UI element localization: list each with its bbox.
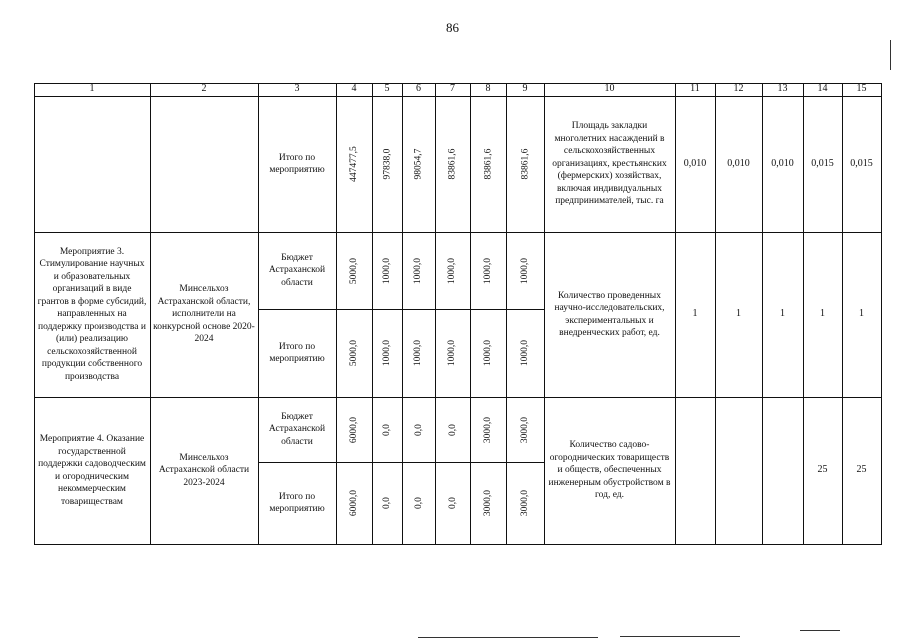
column-header-9: 9	[522, 83, 528, 95]
measure4-target-1	[675, 397, 715, 544]
table-col-line-16	[881, 83, 882, 545]
measure3-executor: Минсельхоз Астраханской области, исполнители на конкурсной основе 2020-2024	[153, 284, 255, 345]
measure3-total-value-4-cell	[435, 309, 470, 397]
measure4-total-value-5-cell	[470, 462, 506, 544]
measure3-budget-value-2: 1000,0	[382, 257, 392, 284]
measure4-target-4: 25	[817, 464, 828, 476]
column-header-13: 13	[777, 83, 788, 95]
column-header-7: 7	[450, 83, 455, 95]
measure4-name: Мероприятие 4. Оказание государственной поддержки садоводческим и огородническим некоммерческим товариществам	[38, 434, 146, 507]
measure4-budget-value-3: 0,0	[413, 423, 424, 436]
row-a-target-3: 0,010	[771, 157, 794, 169]
column-header-11: 11	[690, 83, 700, 95]
measure4-target-3	[762, 397, 803, 544]
measure4-total-value-1: 6000,0	[349, 489, 359, 517]
row-a-value-3: 98054,7	[413, 148, 424, 180]
measure3-budget-value-2-cell	[372, 232, 402, 309]
column-header-15: 15	[856, 83, 867, 95]
measure3-budget-value-5: 1000,0	[483, 257, 493, 284]
measure4-total-value-2: 0,0	[382, 497, 392, 509]
row-a-value-2: 97838,0	[382, 148, 392, 180]
row-a-value-4-cell	[435, 96, 470, 232]
measure4-total-label: Итого по мероприятию	[269, 491, 325, 514]
measure4-total-value-4: 0,0	[447, 497, 458, 509]
row-a-source-label: Итого по мероприятию	[269, 152, 325, 175]
measure3-total-value-2-cell	[372, 309, 402, 397]
measure4-budget-value-1: 6000,0	[349, 416, 359, 443]
measure4-total-value-3-cell	[402, 462, 435, 544]
row-a-value-3-cell	[402, 96, 435, 232]
column-header-12: 12	[733, 83, 744, 95]
column-header-3: 3	[294, 83, 300, 95]
measure3-target-1: 1	[692, 308, 698, 320]
measure3-total-value-6: 1000,0	[520, 339, 530, 367]
scan-artifact	[418, 637, 598, 638]
row-a-value-2-cell	[372, 96, 402, 232]
column-header-14: 14	[817, 83, 828, 95]
measure4-budget-label: Бюджет Астраханской области	[268, 411, 326, 447]
measure3-total-value-1: 5000,0	[349, 339, 359, 367]
measure3-total-value-5: 1000,0	[483, 339, 493, 367]
row-a-target-2: 0,010	[727, 157, 750, 169]
measure3-total-value-1-cell	[336, 309, 372, 397]
column-header-8: 8	[485, 83, 491, 95]
measure3-budget-value-4: 1000,0	[447, 257, 458, 284]
row-a-value-5-cell	[470, 96, 506, 232]
measure4-total-value-4-cell	[435, 462, 470, 544]
measure3-target-2: 1	[736, 308, 741, 320]
row-a-value-5: 83861,6	[483, 148, 493, 180]
measure4-total-value-2-cell	[372, 462, 402, 544]
measure3-target-4: 1	[820, 308, 825, 320]
measure3-total-value-2: 1000,0	[382, 339, 392, 367]
scan-artifact	[800, 630, 840, 631]
measure4-budget-value-2: 0,0	[382, 423, 392, 436]
measure4-budget-value-5: 3000,0	[483, 416, 493, 443]
measure3-total-value-5-cell	[470, 309, 506, 397]
measure3-budget-value-3-cell	[402, 232, 435, 309]
scan-artifact	[620, 636, 740, 637]
measure4-total-value-6-cell	[506, 462, 544, 544]
row-a-value-6-cell	[506, 96, 544, 232]
measure3-total-value-4: 1000,0	[447, 339, 458, 367]
measure4-budget-value-6: 3000,0	[520, 416, 530, 443]
measure3-target-3: 1	[780, 308, 785, 320]
row-a-target-5: 0,015	[850, 157, 873, 169]
measure3-target-5: 1	[859, 308, 864, 320]
row-a-value-1-cell	[336, 96, 372, 232]
column-header-5: 5	[384, 83, 390, 95]
measure3-budget-label: Бюджет Астраханской области	[268, 252, 326, 288]
column-header-1: 1	[89, 83, 95, 95]
column-header-6: 6	[416, 83, 421, 95]
measure3-budget-value-1-cell	[336, 232, 372, 309]
row-a-value-1: 447477,5	[349, 146, 359, 182]
measure4-indicator: Количество садово-огороднических товариществ и обществ, обеспеченных инженерным обустройством в год, ед.	[548, 440, 671, 501]
row-a-value-6: 83861,6	[520, 148, 530, 180]
measure3-total-label: Итого по мероприятию	[269, 341, 325, 364]
page-number: 86	[446, 20, 459, 35]
measure4-target-2	[715, 397, 762, 544]
measure4-budget-value-6-cell	[506, 397, 544, 462]
measure4-budget-value-4-cell	[435, 397, 470, 462]
measure3-budget-value-3: 1000,0	[413, 257, 424, 284]
measure4-budget-value-1-cell	[336, 397, 372, 462]
measure4-target-5: 25	[856, 464, 867, 476]
measure3-indicator: Количество проведенных научно-исследовательских, экспериментальных и внедренческих работ, ед.	[554, 290, 665, 338]
column-header-2: 2	[201, 83, 207, 95]
measure4-total-value-5: 3000,0	[483, 489, 493, 517]
row-a-value-4: 83861,6	[447, 148, 458, 180]
measure3-budget-value-1: 5000,0	[349, 257, 359, 284]
measure3-total-value-6-cell	[506, 309, 544, 397]
table-bottom-line	[34, 544, 882, 545]
measure3-total-value-3: 1000,0	[413, 339, 424, 367]
measure4-budget-value-4: 0,0	[447, 423, 458, 436]
measure3-budget-value-6-cell	[506, 232, 544, 309]
measure4-budget-value-5-cell	[470, 397, 506, 462]
measure4-total-value-1-cell	[336, 462, 372, 544]
measure3-budget-value-4-cell	[435, 232, 470, 309]
measure4-budget-value-2-cell	[372, 397, 402, 462]
scan-artifact	[890, 40, 891, 70]
measure4-total-value-6: 3000,0	[520, 489, 530, 517]
measure4-budget-value-3-cell	[402, 397, 435, 462]
row-a-indicator: Площадь закладки многолетних насаждений в сельскохозяйственных организациях, крестьянских (фермерских) хозяйствах, включая индивидуальных предпринимателей, тыс. га	[552, 121, 667, 207]
measure3-total-value-3-cell	[402, 309, 435, 397]
measure3-name: Мероприятие 3. Стимулирование научных и образовательных организаций в виде грантов в форме субсидий, направленных на поддержку производства и (или) реализацию сельскохозяйственной продукции собственного производства	[37, 246, 147, 382]
row-a-target-1: 0,010	[683, 157, 707, 169]
measure4-executor: Минсельхоз Астраханской области 2023-2024	[158, 452, 250, 488]
measure4-total-value-3: 0,0	[413, 497, 424, 509]
column-header-4: 4	[351, 83, 357, 95]
measure3-budget-value-6: 1000,0	[520, 257, 530, 284]
row-a-target-4: 0,015	[811, 157, 834, 169]
measure3-budget-value-5-cell	[470, 232, 506, 309]
column-header-10: 10	[604, 83, 615, 95]
